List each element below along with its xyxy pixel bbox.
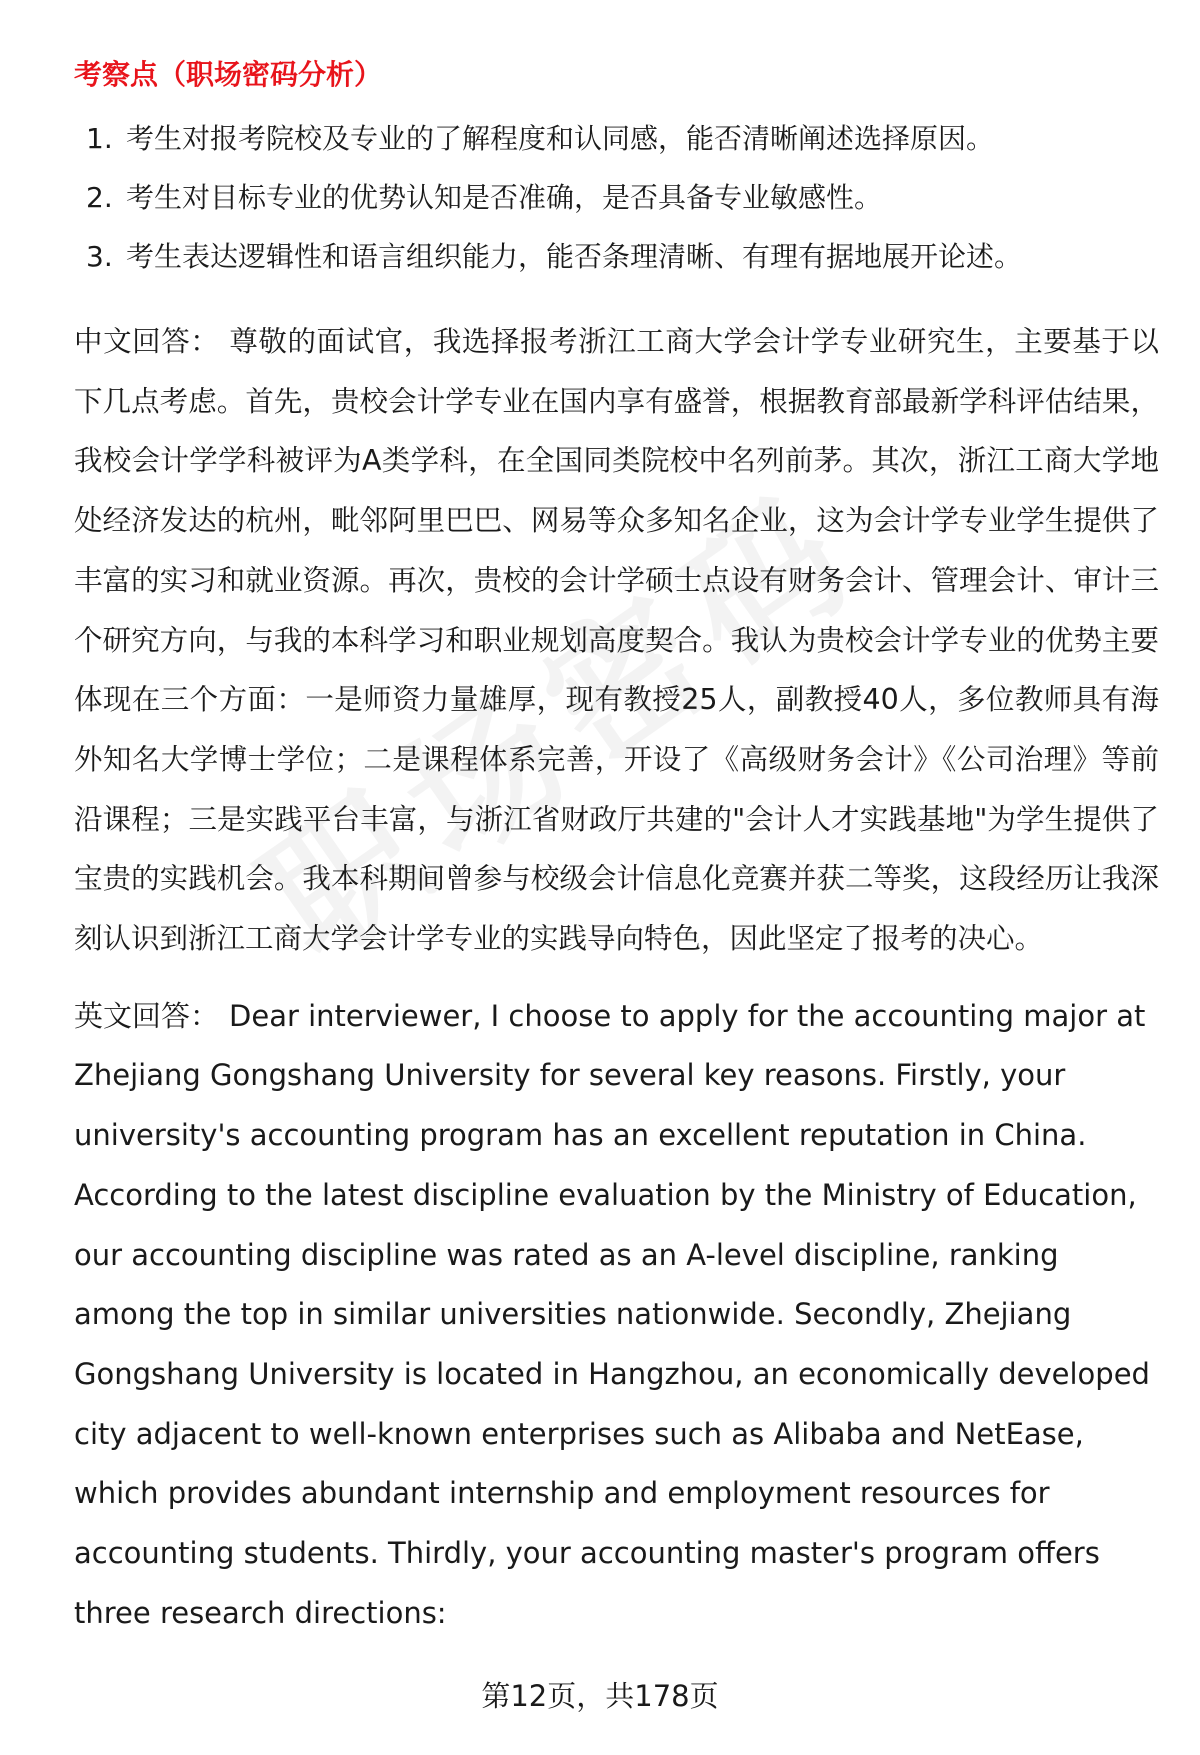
list-item [74, 227, 1159, 286]
page-content [74, 55, 1159, 1661]
list-item-number: 3. [86, 240, 113, 273]
chinese-answer-text: 尊敬的面试官，我选择报考浙江工商大学会计学专业研究生，主要基于以下几点考虑。首先，贵校会计学专业在国内享有盛誉，根据教育部最新学科评估结果，我校会计学学科被评为A类学科，在全国同类院校中名列前茅。其次，浙江工商大学地处经济发达的杭州，毗邻阿里巴巴、网易等众多知名企业，这为会计学专业学生提供了丰富的实习和就业资源。再次，贵校的会计学硕士点设有财务会计、管理会计、审计三个研究方向，与我的本科学习和职业规划高度契合。我认为贵校会计学专业的优势主要体现在三个方面：一是师资力量雄厚，现有教授25人，副教授40人，多位教师具有海外知名大学博士学位；二是课程体系完善，开设了《高级财务会计》《公司治理》等前沿课程；三是实践平台丰富，与浙江省财政厅共建的"会计人才实践基地"为学生提供了宝贵的实践机会。我本科期间曾参与校级会计信息化竞赛并获二等奖，这段经历让我深刻认识到浙江工商大学会计学专业的实践导向特色，因此坚定了报考的决心。 [74, 325, 1159, 956]
list-item-number: 2. [86, 181, 113, 214]
english-answer-label: 英文回答： [74, 998, 220, 1033]
list-item-text: 考生对报考院校及专业的了解程度和认同感，能否清晰阐述选择原因。 [126, 122, 995, 155]
list-item-number: 1. [86, 122, 113, 155]
english-answer-paragraph [74, 987, 1159, 1644]
chinese-answer-label: 中文回答： [74, 325, 220, 358]
list-item [74, 168, 1159, 227]
section-title: 考察点（职场密码分析） [74, 58, 383, 91]
english-answer-text: Dear interviewer, I choose to apply for the accounting major at Zhejiang Gongshang University for several key reasons. Firstly, your university's accounting program has an excellent reputation in China. According to the latest discipline evaluation by the Ministry of Education, our accounting discipline was rated as an A-level discipline, ranking among the top in similar universities nationwide. Secondly, Zhejiang Gongshang University is located in Hangzhou, an economically developed city adjacent to well-known enterprises such as Alibaba and NetEase, which provides abundant internship and employment resources for accounting students. Thirdly, your accounting master's program offers three research directions: [74, 998, 1150, 1630]
list-item-text: 考生表达逻辑性和语言组织能力，能否条理清晰、有理有据地展开论述。 [126, 240, 1023, 273]
assessment-points-list [74, 109, 1159, 286]
list-item-text: 考生对目标专业的优势认知是否准确，是否具备专业敏感性。 [126, 181, 883, 214]
page-number-footer: 第12页，共178页 [481, 1679, 719, 1713]
chinese-answer-paragraph [74, 312, 1159, 969]
list-item [74, 109, 1159, 168]
